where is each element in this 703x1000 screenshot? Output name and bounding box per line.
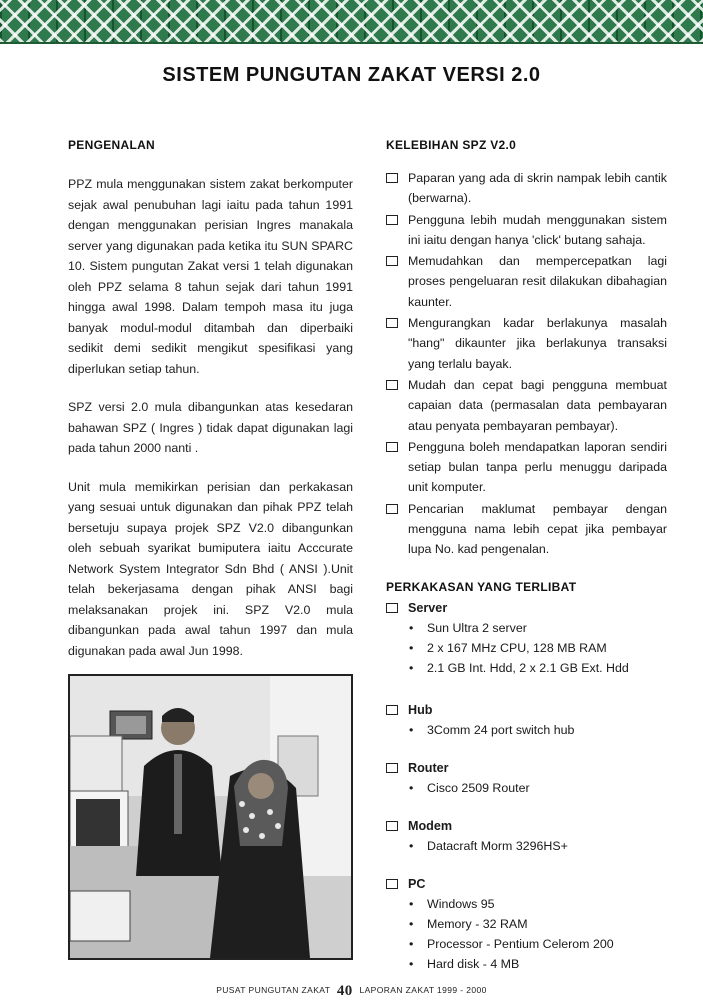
hardware-item-list	[405, 836, 667, 856]
hardware-item	[405, 778, 667, 798]
advantage-item	[386, 499, 667, 560]
hardware-item-text: Memory - 32 RAM	[427, 916, 528, 931]
advantage-item	[386, 437, 667, 498]
hardware-group-title	[386, 700, 667, 720]
hardware-item	[405, 638, 667, 658]
bullet-dot-icon: •	[409, 916, 414, 931]
checkbox-bullet-icon	[386, 215, 398, 225]
bullet-dot-icon: •	[409, 896, 414, 911]
hardware-item	[405, 914, 667, 934]
hardware-item	[405, 836, 667, 856]
hardware-item-text: 2.1 GB Int. Hdd, 2 x 2.1 GB Ext. Hdd	[427, 660, 629, 675]
hardware-group-server	[386, 598, 667, 678]
advantage-text: Pengguna lebih mudah menggunakan sistem ini iaitu dengan hanya 'click' butang sahaja.	[408, 212, 667, 247]
decorative-banner	[0, 0, 703, 44]
checkbox-bullet-icon	[386, 318, 398, 328]
bullet-dot-icon: •	[409, 936, 414, 951]
advantage-item	[386, 210, 667, 251]
footer-left-text: PUSAT PUNGUTAN ZAKAT	[216, 985, 331, 995]
hardware-item-text: Processor - Pentium Celerom 200	[427, 936, 614, 951]
intro-paragraph: PPZ mula menggunakan sistem zakat berkomputer sejak awal penubuhan lagi iaitu pada tahun 1991 dengan menggunakan perisian Ingres manakala server yang digunakan pada ketika itu SUN SPARC 10. Sistem pungutan Zakat versi 1 telah digunakan oleh PPZ selama 8 tahun sejak dari tahun 1991 hingga awal 1998. Dalam tempoh masa itu juga banyak modul-modul ditambah dan diperbaiki sedikit demi sedikit mengikut spesifikasi yang diperlukan setiap tahun.	[68, 177, 353, 376]
checkbox-bullet-icon	[386, 705, 398, 715]
page-footer	[0, 983, 703, 1000]
advantage-text: Pengguna boleh mendapatkan laporan sendiri setiap bulan tanpa perlu menuggu daripada unit komputer.	[408, 439, 667, 495]
hardware-item	[405, 658, 667, 678]
advantages-heading: KELEBIHAN SPZ V2.0	[386, 138, 517, 152]
advantage-text: Mudah dan cepat bagi pengguna membuat capaian data (permasalan data pembayaran atau penyata pembayaran pembayar).	[408, 377, 667, 433]
advantage-item	[386, 168, 667, 209]
hardware-item	[405, 934, 667, 954]
advantage-text: Pencarian maklumat pembayar dengan mengguna nama lebih cepat jika pembayar lupa No. kad pengenalan.	[408, 501, 667, 557]
bullet-dot-icon: •	[409, 640, 414, 655]
intro-paragraph: SPZ versi 2.0 mula dibangunkan atas kesedaran bahawan SPZ ( Ingres ) tidak dapat digunakan lagi pada tahun 2000 nanti .	[68, 400, 353, 455]
hardware-group-modem	[386, 816, 667, 856]
advantage-text: Mengurangkan kadar berlakunya masalah "hang" dikaunter jika berlakunya transaksi yang terlalu bayak.	[408, 316, 667, 371]
hardware-group-name: Modem	[408, 818, 453, 833]
checkbox-bullet-icon	[386, 442, 398, 452]
hardware-group-title	[386, 758, 667, 778]
hardware-item	[405, 954, 667, 974]
hardware-item-list	[405, 894, 667, 974]
checkbox-bullet-icon	[386, 256, 398, 266]
hardware-group-hub	[386, 700, 667, 740]
page-number: 40	[336, 983, 353, 999]
checkbox-bullet-icon	[386, 879, 398, 889]
hardware-item	[405, 618, 667, 638]
advantage-text: Memudahkan dan mempercepatkan lagi proses pengeluaran resit dilakukan dibahagian kaunter.	[408, 254, 667, 309]
checkbox-bullet-icon	[386, 763, 398, 773]
hardware-group-title	[386, 598, 667, 618]
advantage-text: Paparan yang ada di skrin nampak lebih cantik (berwarna).	[408, 171, 667, 206]
hardware-group-pc	[386, 874, 667, 974]
hardware-item-text: 2 x 167 MHz CPU, 128 MB RAM	[427, 640, 607, 655]
hardware-item	[405, 894, 667, 914]
hardware-heading: PERKAKASAN YANG TERLIBAT	[386, 579, 577, 594]
advantage-item	[386, 375, 667, 436]
advantage-item	[386, 313, 667, 374]
hardware-item-list	[405, 720, 667, 740]
bullet-dot-icon: •	[409, 660, 414, 675]
intro-heading: PENGENALAN	[68, 138, 156, 152]
hardware-item-list	[405, 618, 667, 678]
intro-column	[68, 138, 353, 661]
hardware-group-title	[386, 874, 667, 894]
footer-right-text: LAPORAN ZAKAT 1999 - 2000	[359, 985, 487, 995]
hardware-group-name: Hub	[408, 702, 433, 717]
checkbox-bullet-icon	[386, 504, 398, 514]
bullet-dot-icon: •	[409, 838, 414, 853]
intro-paragraph: Unit mula memikirkan perisian dan perkakasan yang sesuai untuk digunakan dan pihak PPZ telah bersetuju supaya projek SPZ V2.0 dibangunkan oleh sebuah syarikat bumiputera iaitu Acccurate Network System Integrator Sdn Bhd ( ANSI ).Unit telah bekerjasama dengan pihak ANSI bagi melaksanakan projek ini. SPZ V2.0 mula dibangunkan pada awal tahun 1997 dan mula digunakan pada awal Jun 1998.	[68, 479, 353, 658]
hardware-item-list	[405, 778, 667, 798]
hardware-item-text: Windows 95	[427, 896, 495, 911]
hardware-group-router	[386, 758, 667, 798]
hardware-group-title	[386, 816, 667, 836]
hardware-item-text: Cisco 2509 Router	[427, 780, 530, 795]
hardware-item-text: 3Comm 24 port switch hub	[427, 722, 575, 737]
hardware-group-name: PC	[408, 876, 426, 891]
checkbox-bullet-icon	[386, 603, 398, 613]
hardware-item	[405, 720, 667, 740]
advantages-list	[386, 168, 667, 560]
bullet-dot-icon: •	[409, 620, 414, 635]
page-title: SISTEM PUNGUTAN ZAKAT VERSI 2.0	[162, 64, 541, 86]
checkbox-bullet-icon	[386, 821, 398, 831]
bullet-dot-icon: •	[409, 780, 414, 795]
hardware-group-name: Server	[408, 600, 448, 615]
right-column	[386, 138, 667, 974]
hardware-item-text: Datacraft Morm 3296HS+	[427, 838, 568, 853]
hardware-item-text: Hard disk - 4 MB	[427, 956, 520, 971]
hardware-group-name: Router	[408, 760, 449, 775]
checkbox-bullet-icon	[386, 380, 398, 390]
bullet-dot-icon: •	[409, 956, 414, 971]
advantage-item	[386, 251, 667, 312]
staff-photo	[68, 674, 353, 960]
staff-photo-illustration	[70, 676, 351, 958]
hardware-item-text: Sun Ultra 2 server	[427, 620, 527, 635]
bullet-dot-icon: •	[409, 722, 414, 737]
checkbox-bullet-icon	[386, 173, 398, 183]
